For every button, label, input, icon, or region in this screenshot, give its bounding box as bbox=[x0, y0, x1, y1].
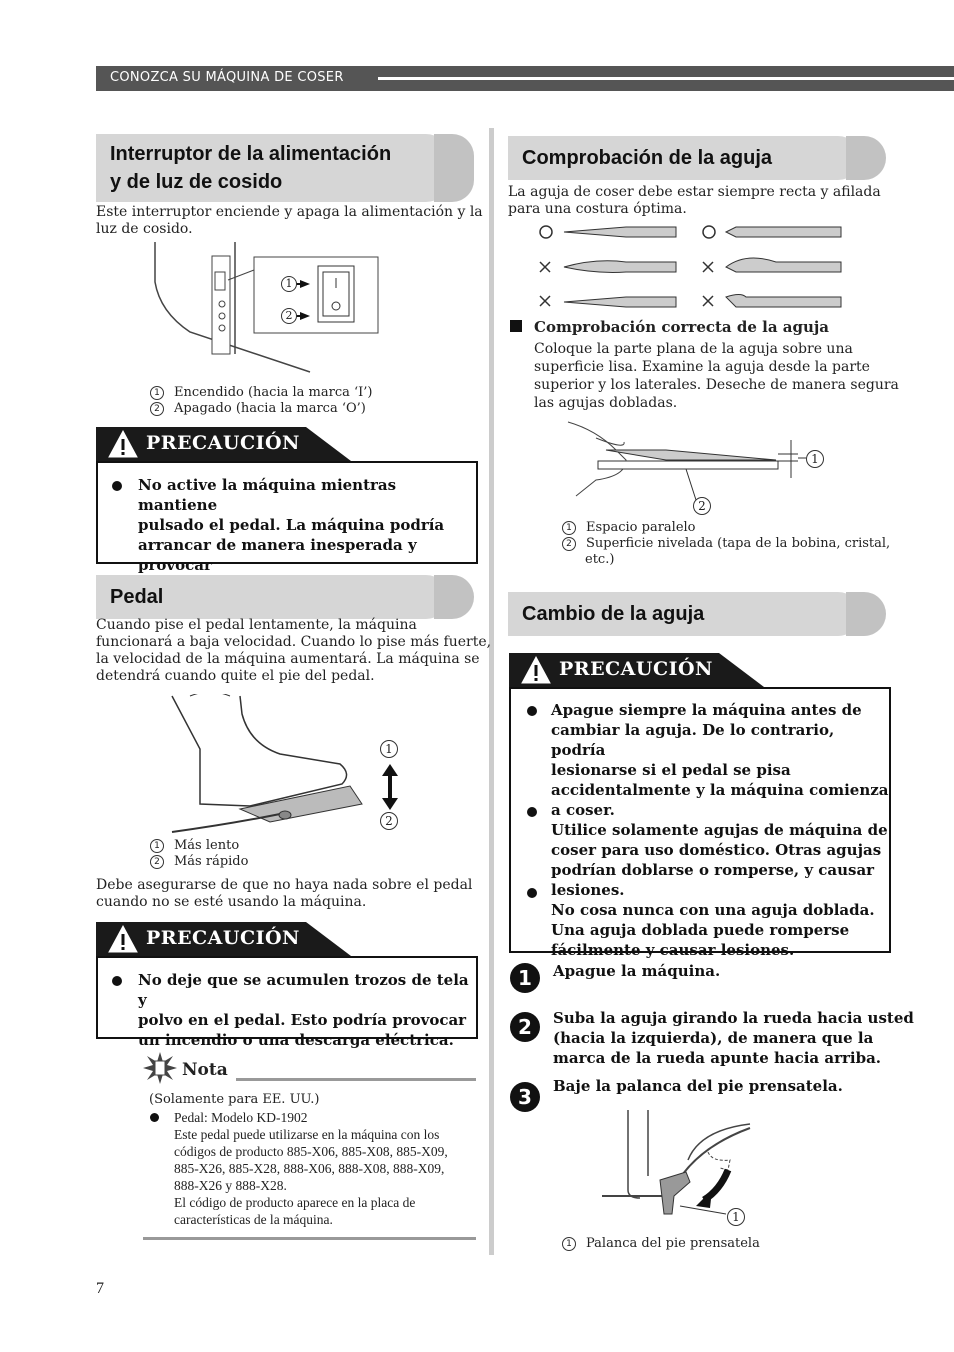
step-1-number: 1 bbox=[510, 963, 540, 993]
pedal-callout-2: 2 bbox=[380, 812, 398, 830]
pedal-description: Cuando pise el pedal lentamente, la máquina funcionará a baja velocidad. Cuando lo pise más fuerte, la velocidad de la máquina aumentará. La máquina se detendrá cuando quite el pie del pedal. bbox=[96, 617, 492, 684]
square-bullet bbox=[510, 320, 522, 332]
needle-callout-2: 2 bbox=[693, 497, 711, 515]
bullet bbox=[112, 976, 122, 986]
note-bottom-rule bbox=[143, 1237, 476, 1240]
callout-1: 1 bbox=[281, 276, 297, 292]
up-down-arrow-icon bbox=[380, 764, 400, 810]
step-2-number: 2 bbox=[510, 1012, 540, 1042]
section-header-pedal bbox=[96, 575, 474, 619]
caution-label-3: PRECAUCIÓN bbox=[559, 658, 713, 680]
pedal-legend-1: 1 Más lento bbox=[150, 838, 239, 854]
step-2-text: Suba la aguja girando la rueda hacia usted (hacia la izquierda), de manera que la marca de la rueda apunte hacia arriba. bbox=[553, 1009, 914, 1067]
bullet bbox=[527, 888, 537, 898]
callout-2: 2 bbox=[281, 308, 297, 324]
pedal-illustration bbox=[170, 694, 410, 834]
section-header-needle-check bbox=[508, 136, 886, 180]
bullet bbox=[150, 1113, 159, 1122]
step-1-text: Apague la máquina. bbox=[553, 962, 721, 980]
needle-legend-1: 1 Espacio paralelo bbox=[562, 520, 696, 536]
note-icon bbox=[143, 1052, 177, 1084]
pedal-note-text: Debe asegurarse de que no haya nada sobre el pedal cuando no se esté usando la máquina. bbox=[96, 877, 473, 910]
needle-legend-2: 2 Superficie nivelada (tapa de la bobina, cristal, bbox=[562, 536, 890, 552]
caution-label-2: PRECAUCIÓN bbox=[146, 927, 300, 949]
step-3-text: Baje la palanca del pie prensatela. bbox=[553, 1077, 843, 1095]
needle-mark bbox=[697, 288, 717, 308]
needle-mark bbox=[534, 254, 554, 274]
header-section-title: CONOZCA SU MÁQUINA DE COSER bbox=[110, 70, 344, 85]
pedal-callout-1: 1 bbox=[380, 740, 398, 758]
step-3-number: 3 bbox=[510, 1082, 540, 1112]
section-title-power-2: y de luz de cosido bbox=[110, 171, 283, 193]
warning-icon bbox=[108, 924, 138, 954]
caution-label-1: PRECAUCIÓN bbox=[146, 432, 300, 454]
note-text: Pedal: Modelo KD-1902 Este pedal puede utilizarse en la máquina con los códigos de producto 885-X06, 885-X08, 885-X09, 885-X26, 885-X28, 888-X06, 888-X08, 888-X09, 888-X26 y 888-X28. El código de producto aparece en la placa de características de la máquina. bbox=[174, 1110, 448, 1227]
section-title-pedal: Pedal bbox=[110, 586, 164, 608]
note-rule bbox=[236, 1078, 476, 1081]
power-switch-illustration bbox=[150, 242, 390, 382]
needle-mark bbox=[697, 254, 717, 274]
power-legend-2: 2 Apagado (hacia la marca ‘O’) bbox=[150, 401, 366, 417]
caution-3-text: Apague siempre la máquina antes de cambiar la aguja. De lo contrario, podría lesionarse si el pedal se pisa accidentalmente y la máquina comienza a coser. Utilice solamente agujas de máquina de coser para uso doméstico. Otras agujas podrían doblarse o romperse, y causar lesiones. No cosa nunca con una aguja doblada. Una aguja doblada puede romperse fácilmente y causar lesiones. bbox=[551, 701, 889, 959]
lever-legend-1: 1 Palanca del pie prensatela bbox=[562, 1236, 760, 1252]
needle-check-subtext: Coloque la parte plana de la aguja sobre una superficie lisa. Examine la aguja desde la parte superior y los laterales. Deseche de manera segura las agujas dobladas. bbox=[534, 341, 899, 411]
section-header-needle-change bbox=[508, 592, 886, 636]
column-divider bbox=[489, 128, 494, 1255]
needle-mark bbox=[697, 220, 717, 240]
needle-callout-1: 1 bbox=[806, 450, 824, 468]
caution-box-1 bbox=[96, 461, 478, 574]
header-rule bbox=[378, 77, 954, 80]
bullet bbox=[112, 481, 122, 491]
needle-check-description: La aguja de coser debe estar siempre recta y afilada para una costura óptima. bbox=[508, 184, 881, 217]
section-title-needle-change: Cambio de la aguja bbox=[522, 603, 705, 625]
needle-check-subtitle: Comprobación correcta de la aguja bbox=[534, 318, 830, 336]
power-legend-1: 1 Encendido (hacia la marca ‘I’) bbox=[150, 385, 372, 401]
lever-callout-1: 1 bbox=[727, 1208, 745, 1226]
section-title-needle-check: Comprobación de la aguja bbox=[522, 147, 773, 169]
section-header-power bbox=[96, 134, 474, 202]
caution-box-3 bbox=[509, 687, 891, 959]
caution-1-text: No active la máquina mientras mantiene pulsado el pedal. La máquina podría arrancar de manera inesperada y provocar bbox=[138, 476, 445, 574]
needle-mark bbox=[534, 288, 554, 308]
page-number: 7 bbox=[96, 1280, 104, 1297]
needle-mark bbox=[534, 220, 554, 240]
warning-icon bbox=[108, 429, 138, 459]
note-label: Nota bbox=[182, 1060, 228, 1080]
section-title-power-1: Interruptor de la alimentación bbox=[110, 143, 392, 165]
bullet bbox=[527, 706, 537, 716]
needle-legend-2b: etc.) bbox=[585, 552, 615, 567]
caution-2-text: No deje que se acumulen trozos de tela y polvo en el pedal. Esto podría provocar un incendio o una descarga eléctrica. bbox=[138, 971, 469, 1049]
warning-icon bbox=[521, 655, 551, 685]
pedal-legend-2: 2 Más rápido bbox=[150, 854, 248, 870]
power-description: Este interruptor enciende y apaga la alimentación y la luz de cosido. bbox=[96, 204, 483, 237]
note-line0: (Solamente para EE. UU.) bbox=[149, 1092, 320, 1107]
needle-comparison-illustration bbox=[536, 222, 846, 312]
caution-box-2 bbox=[96, 956, 478, 1049]
bullet bbox=[527, 807, 537, 817]
